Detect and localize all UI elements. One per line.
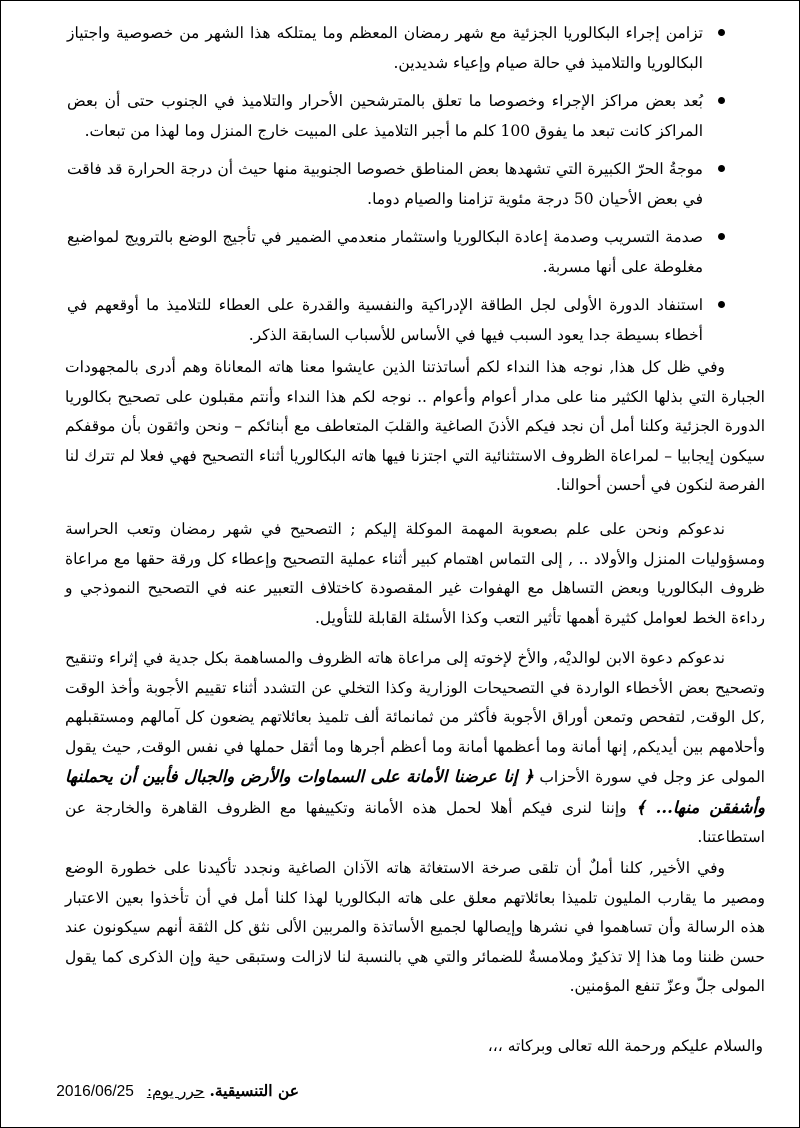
reason-item — [67, 155, 703, 214]
appeal-paragraph — [65, 353, 765, 501]
reason-item — [67, 19, 703, 78]
signature-date: 2016/06/25 — [56, 1083, 134, 1100]
bullet-icon — [718, 233, 725, 240]
reason-text: موجةُ الحرّ الكبيرة التي تشهدها بعض المناطق خصوصا الجنوبية منها حيث أن درجة الحرارة قد فاقت في بعض الأحيان 50 درجة مئوية تزامنا والصيام دوما. — [67, 160, 703, 208]
reason-text: بُعد بعض مراكز الإجراء وخصوصا ما تعلق بالمترشحين الأحرار والتلاميذ في الجنوب حتى أن بعض المراكز كانت تبعد ما يفوق 100 كلم ما أجبر التلاميذ على المبيت خارج المنزل وما لهذا من تبعات. — [67, 92, 703, 140]
signature-written-label: حرر يوم: — [146, 1082, 205, 1100]
request-paragraph — [65, 515, 765, 633]
invitation-paragraph — [65, 644, 765, 853]
reasons-list — [67, 19, 703, 359]
reason-text: استنفاد الدورة الأولى لجل الطاقة الإدراكية والنفسية والقدرة على العطاء للتلاميذ ما أوقعهم في أخطاء بسيطة جدا يعود السبب فيها في الأساس للأسباب السابقة الذكر. — [67, 296, 703, 344]
paragraph-text: وفي ظل كل هذا, نوجه هذا النداء لكم أساتذتنا الذين عايشوا معنا هاته المعاناة وهم أدرى بالمجهودات الجبارة التي بذلها الكثير منا على مدار أعوام وأعوام .. نوجه لكم هذا النداء وأنتم مقبلون على تصحيح بكالوريا الدورة الجزئية وكلنا أمل أن نجد فيكم الأذنَ الصاغية والقلبَ المتعاطف مع أبنائكم – ونحن واثقون بأن موقفكم سيكون إيجابيا – لمراعاة الظروف الاستثنائية التي اجتزنا فيها هاته البكالوريا أثناء التصحيح فهي فعلا لم تترك لنا الفرصة لنكون في أحسن أحوالنا. — [65, 358, 765, 494]
paragraph-text: ندعوكم دعوة الابن لوالديْه, والأخ لإخوته إلى مراعاة هاته الظروف والمساهمة بكل جدية في إثراء وتنقيح وتصحيح بعض الأخطاء الواردة في التصحيحات الوزارية وكذا التخلي عن التشدد أثناء تقييم الأجوبة وأخذ الوقت ,كل الوقت, لتفحص وتمعن أوراق الأجوبة فأكثر من ثمانمائة ألف تلميذ بعائلاتهم يضعون كل آمالهم ومستقبلهم وأحلامهم بين أيديكم, إنها أمانة وما أعظمها أمانة وما أعظم أجرها وما أثقل حملها في نفس الوقت, حيث يقول المولى عز وجل في سورة الأحزاب — [65, 649, 765, 786]
reason-item — [67, 87, 703, 146]
signature-org: عن التنسيقية. — [209, 1081, 299, 1100]
conclusion-paragraph — [65, 854, 765, 1002]
signature-line — [56, 1081, 299, 1101]
bullet-icon — [718, 301, 725, 308]
reason-item — [67, 291, 703, 350]
bullet-icon — [718, 29, 725, 36]
paragraph-text: ندعوكم ونحن على علم بصعوبة المهمة الموكلة إليكم ; التصحيح في شهر رمضان وتعب الحراسة ومسؤوليات المنزل والأولاد .. , إلى التماس اهتمام كبير أثناء عملية التصحيح وإعطاء كل ورقة حقها مع مراعاة ظروف البكالوريا وبعض التساهل مع الهفوات غير المقصودة كاختلاف التعبير عنه في التصحيح النموذجي و رداءة الخط لعوامل كثيرة أهمها تأثير التعب وكذا الأسئلة القابلة للتأويل. — [65, 520, 765, 627]
bullet-icon — [718, 165, 725, 172]
reason-item — [67, 223, 703, 282]
closing-greeting: والسلام عليكم ورحمة الله تعالى وبركاته ،،، — [487, 1037, 763, 1055]
quran-verse: ﴿ إنا عرضنا الأمانة على السماوات والأرض والجبال فأبين أن يحملنها وأشفقن منها... ﴾ — [65, 767, 765, 817]
bullet-icon — [718, 97, 725, 104]
paragraph-text: وفي الأخير, كلنا أملٌ أن تلقى صرخة الاستغاثة هاته الآذان الصاغية ونجدد تأكيدنا على خطورة الوضع ومصير ما يقارب المليون تلميذا بعائلاتهم معلق على هاته البكالوريا لهذا كلنا أمل في أن تأخذوا بعين الاعتبار هذه الرسالة وأن تساهموا في نشرها وإيصالها لجميع الأساتذة والمربين الألى نثق كل الثقة أنهم سيكونون عند حسن ظننا وما هذا إلا تذكيرٌ وملامسةٌ للضمائر والتي هي بالنسبة لنا لازالت وستبقى حية وإن الذكرى كما يقول المولى جلّ وعزّ تنفع المؤمنين. — [65, 859, 765, 995]
reason-text: تزامن إجراء البكالوريا الجزئية مع شهر رمضان المعظم وما يمتلكه هذا الشهر من خصوصية واجتياز البكالوريا والتلاميذ في حالة صيام وإعياء شديدين. — [67, 24, 703, 72]
paragraph-text: وإننا لنرى فيكم أهلا لحمل هذه الأمانة وتكييفها مع الظروف القاهرة والخارجة عن استطاعتنا. — [65, 798, 765, 846]
reason-text: صدمة التسريب وصدمة إعادة البكالوريا واستثمار منعدمي الضمير في تأجيج الوضع بالترويج لمواضيع مغلوطة على أنها مسربة. — [67, 228, 703, 276]
